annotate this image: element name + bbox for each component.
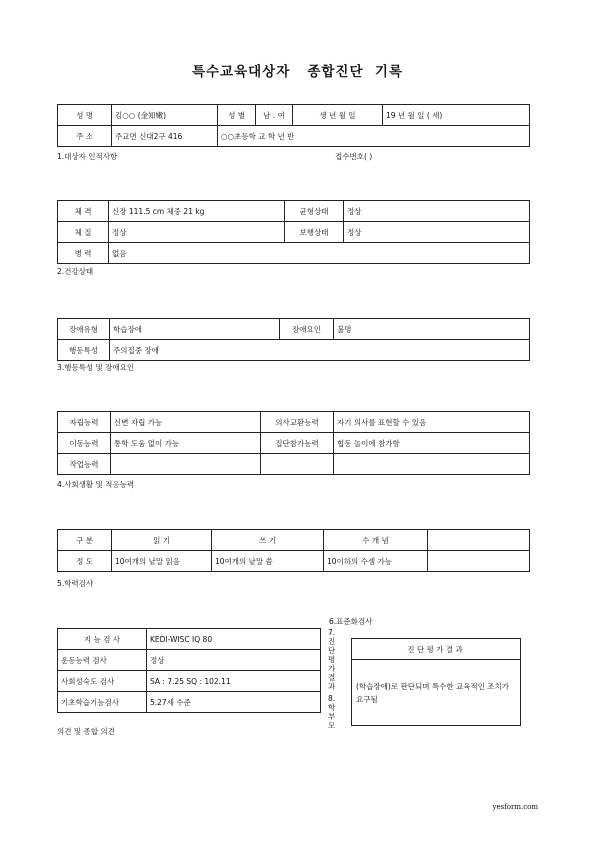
history-value: 없음 <box>109 243 530 264</box>
group-label: 집단참가능력 <box>261 433 334 454</box>
math-header: 수 개 념 <box>324 530 428 551</box>
iq-test-label: 지 능 검 사 <box>58 629 147 650</box>
reading-header: 읽 기 <box>112 530 212 551</box>
basic-learning-label: 기초학습기능검사 <box>58 692 147 713</box>
disability-type-value: 학습장애 <box>110 319 280 340</box>
page-title: 특수교육대상자 종합진단 기록 <box>191 64 404 80</box>
behavior-trait-value: 주의집중 장애 <box>110 340 530 361</box>
section-4-label: 4.사회생활 및 적응능력 <box>57 480 135 489</box>
dob-label: 생 년 월 일 <box>293 105 383 126</box>
walking-value: 정상 <box>344 222 530 243</box>
name-value: 김○○ (金知嫩) <box>112 105 218 126</box>
social-table <box>57 411 530 475</box>
name-label: 성 명 <box>58 105 112 126</box>
work-label: 작업능력 <box>58 454 111 475</box>
health-table <box>57 200 530 264</box>
section-6-label: 6.표준화검사 <box>329 617 373 626</box>
balance-label: 균형상태 <box>285 201 344 222</box>
empty-cell <box>428 530 530 551</box>
section-5-label: 5.학력검사 <box>57 579 94 588</box>
disability-cause-label: 장애요인 <box>280 319 334 340</box>
writing-header: 쓰 기 <box>212 530 324 551</box>
section-3-label: 3.행동특성 및 장애요인 <box>57 363 135 372</box>
empty-cell <box>334 454 530 475</box>
standard-test-table <box>57 628 321 713</box>
motor-test-value: 정상 <box>147 650 321 671</box>
constitution-value: 정상 <box>109 222 285 243</box>
profile-table <box>57 104 530 147</box>
walking-label: 보행상태 <box>285 222 344 243</box>
selfhelp-label: 자립능력 <box>58 412 111 433</box>
iq-test-value: KEDI-WISC IQ 80 <box>147 629 321 650</box>
address-label: 주 소 <box>58 126 112 147</box>
basic-learning-value: 5.27세 수준 <box>147 692 321 713</box>
receipt-number: 접수번호( ) <box>335 152 373 161</box>
behavior-table <box>57 318 530 361</box>
disability-cause-value: 불명 <box>334 319 530 340</box>
physique-label: 체 격 <box>58 201 109 222</box>
diagnosis-result: (학습장애)로 판단되며 특수한 교육적인 조치가 요구됨 <box>356 682 510 704</box>
section-8-label: 8.학부모 <box>328 694 336 730</box>
disability-type-label: 장애유형 <box>58 319 110 340</box>
balance-value: 정상 <box>344 201 530 222</box>
reading-value: 10여개의 낱말 읽음 <box>112 551 212 572</box>
behavior-trait-label: 행동특성 <box>58 340 110 361</box>
motor-test-label: 운동능력 검사 <box>58 650 147 671</box>
section-1-label: 1.대상자 인적사항 <box>57 152 118 161</box>
work-value <box>111 454 261 475</box>
section-7-label: 7.진단평가결과 <box>328 628 336 691</box>
gender-label: 성 별 <box>218 105 256 126</box>
mobility-value: 통학 도움 없이 가능 <box>111 433 261 454</box>
academic-table <box>57 529 530 572</box>
empty-cell <box>261 454 334 475</box>
social-maturity-value: SA : 7.25 SQ : 102.11 <box>147 671 321 692</box>
communication-label: 의사교환능력 <box>261 412 334 433</box>
opinion-label: 의견 및 종합 의견 <box>57 727 115 736</box>
group-value: 협동 놀이에 참가함 <box>334 433 530 454</box>
selfhelp-value: 신변 자립 가능 <box>111 412 261 433</box>
physique-value: 신장 111.5 cm 체중 21 kg <box>109 201 285 222</box>
academic-header-label: 구 분 <box>58 530 112 551</box>
writing-value: 10여개의 낱말 씀 <box>212 551 324 572</box>
history-label: 병 력 <box>58 243 109 264</box>
empty-cell <box>428 551 530 572</box>
diagnosis-header: 진 단 평 가 결 과 <box>407 645 463 654</box>
school-value: ○○초등학 교 학 년 반 <box>218 126 530 147</box>
communication-value: 자기 의사를 표현할 수 있음 <box>334 412 530 433</box>
math-value: 10이하의 수셈 가능 <box>324 551 428 572</box>
footer-watermark: yesform.com <box>492 803 538 811</box>
level-label: 정 도 <box>58 551 112 572</box>
mobility-label: 이동능력 <box>58 433 111 454</box>
social-maturity-label: 사회성숙도 검사 <box>58 671 147 692</box>
section-2-label: 2.건강상태 <box>57 267 94 276</box>
dob-value: 19 년 월 일 ( 세) <box>383 105 530 126</box>
gender-value: 남 . 여 <box>256 105 293 126</box>
address-value: 주교면 신대2구 416 <box>112 126 218 147</box>
constitution-label: 체 질 <box>58 222 109 243</box>
